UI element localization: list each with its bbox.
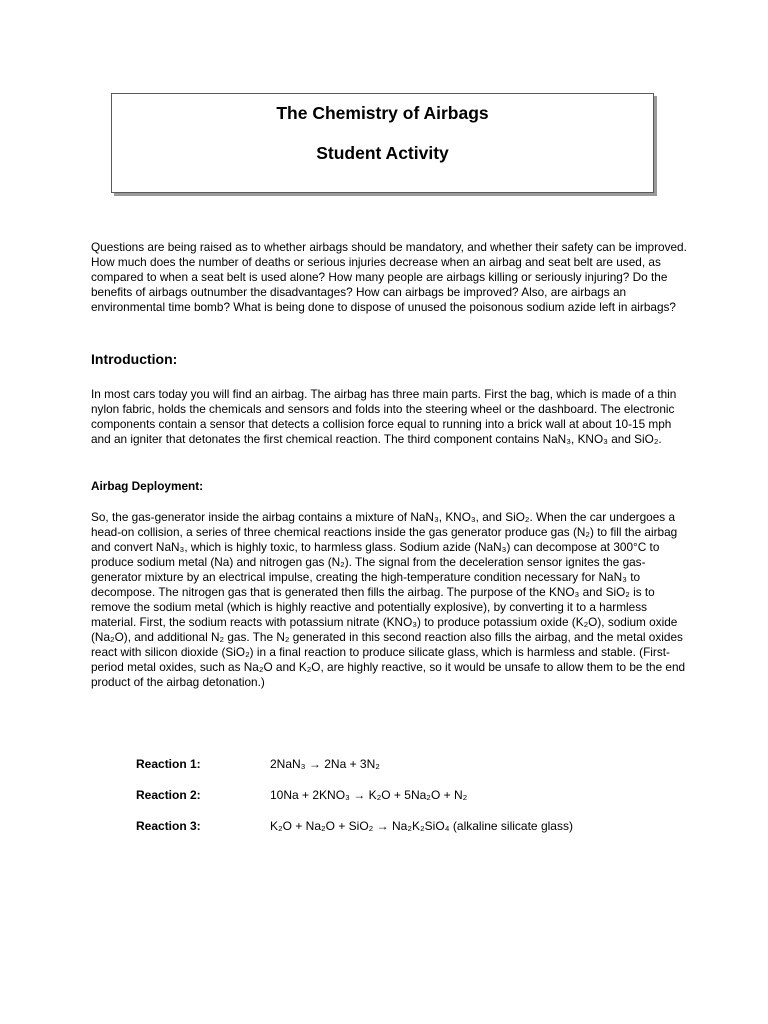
reaction-equation: K₂O + Na₂O + SiO₂ → Na₂K₂SiO₄ (alkaline silicate glass) (270, 819, 573, 833)
reaction-label: Reaction 3: (136, 819, 201, 833)
airbag-deployment-heading: Airbag Deployment: (91, 479, 204, 493)
document-subtitle: Student Activity (316, 143, 449, 163)
reaction-equation: 10Na + 2KNO₃ → K₂O + 5Na₂O + N₂ (270, 788, 468, 802)
title-box (111, 93, 654, 193)
intro-paragraph: Questions are being raised as to whether airbags should be mandatory, and whether their safety can be improved. How much does the number of deaths or serious injuries decrease when an airbag and seat belt are used, as compared to when a seat belt is used alone? How many people are airbags killing or seriously injuring? Do the benefits of airbags outnumber the disadvantages? How can airbags be improved? Also, are airbags an environmental time bomb? What is being done to dispose of unused the poisonous sodium azide left in airbags? (91, 240, 687, 314)
introduction-paragraph: In most cars today you will find an airbag. The airbag has three main parts. First the bag, which is made of a thin nylon fabric, holds the chemicals and sensors and folds into the steering wheel or the dashboard. The electronic components contain a sensor that detects a collision force equal to running into a brick wall at about 10-15 mph and an igniter that detonates the first chemical reaction. The third component contains NaN₃, KNO₃ and SiO₂. (91, 387, 677, 446)
introduction-heading: Introduction: (91, 351, 178, 367)
reaction-label: Reaction 2: (136, 788, 201, 802)
reaction-label: Reaction 1: (136, 757, 201, 771)
document-title: The Chemistry of Airbags (276, 103, 489, 123)
reaction-equation: 2NaN₃ → 2Na + 3N₂ (270, 757, 380, 771)
airbag-deployment-paragraph: So, the gas-generator inside the airbag contains a mixture of NaN₃, KNO₃, and SiO₂. When the car undergoes a head-on collision, a series of three chemical reactions inside the gas generator produce gas (N₂) to fill the airbag and convert NaN₃, which is highly toxic, to harmless glass. Sodium azide (NaN₃) can decompose at 300°C to produce sodium metal (Na) and nitrogen gas (N₂). The signal from the deceleration sensor ignites the gas-generator mixture by an electrical impulse, creating the high-temperature condition necessary for NaN₃ to decompose. The nitrogen gas that is generated then fills the airbag. The purpose of the KNO₃ and SiO₂ is to remove the sodium metal (which is highly reactive and potentially explosive), by converting it to a harmless material. First, the sodium reacts with potassium nitrate (KNO₃) to produce potassium oxide (K₂O), sodium oxide (Na₂O), and additional N₂ gas. The N₂ generated in this second reaction also fills the airbag, and the metal oxides react with silicon dioxide (SiO₂) in a final reaction to produce silicate glass, which is harmless and stable. (First-period metal oxides, such as Na₂O and K₂O, are highly reactive, so it would be unsafe to allow them to be the end product of the airbag detonation.) (91, 510, 686, 689)
